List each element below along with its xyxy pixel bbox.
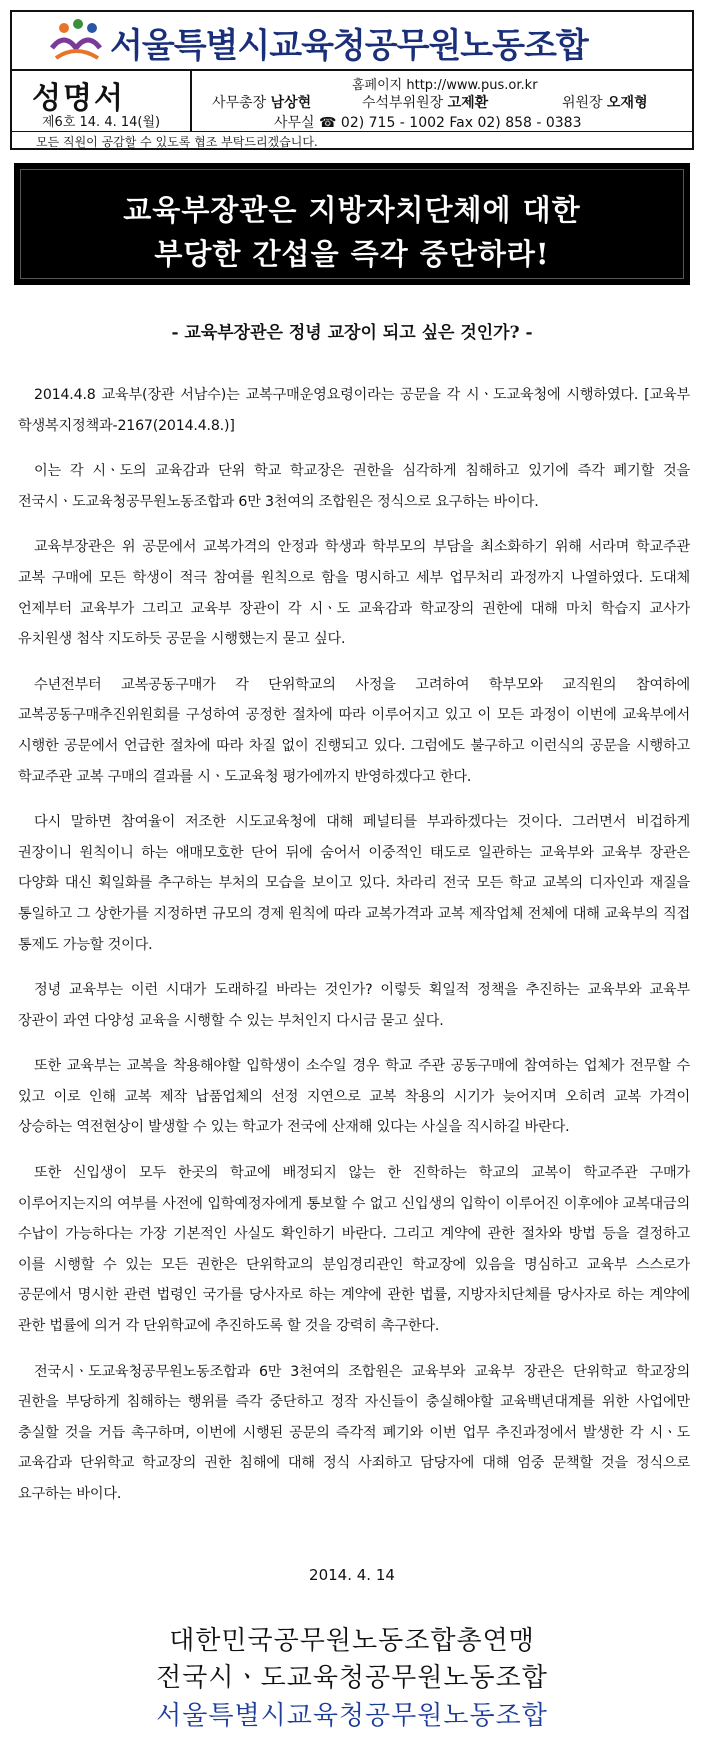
- paragraph: 전국시ㆍ도교육청공무원노동조합과 6만 3천여의 조합원은 교육부와 교육부 장관은 단위학교 학교장의 권한을 부당하게 침해하는 행위를 즉각 중단하고 정작 자신들이 충실해야할 교육백년대계를 위한 사업에만 충실할 것을 거듭 촉구하며, 이번에 시행된 공문의 즉각적 폐기와 이번 업무 추진과정에서 발생한 각 시ㆍ도 교육감과 단위학교 학교장의 권한 침해에 대해 정식 사죄하고 담당자에 대해 엄중 문책할 것을 정식으로 요구하는 바이다.: [18, 1363, 690, 1502]
- letterhead: [10, 10, 694, 150]
- paragraph: 다시 말하면 참여율이 저조한 시도교육청에 대해 페널티를 부과하겠다는 것이다. 그러면서 비겁하게 권장이니 원칙이니 하는 애매모호한 단어 뒤에 숨어서 이중적인 태도로 일관하는 교육부와 교육부 장관은 다양화 대신 획일화를 추구하는 부처의 모습을 보이고 있다. 차라리 전국 모든 학교 교복의 디자인과 재질을 통일하고 그 상한가를 지정하면 규모의 경제 원칙에 따라 교복가격과 교복 제작업체 전체에 대해 교육부의 직접 통제도 가능할 것이다.: [18, 814, 690, 953]
- officer-role: 수석부위원장: [362, 95, 444, 111]
- issue-info: 제6호 14. 4. 14(월): [42, 115, 161, 130]
- doc-type: 성명서: [32, 81, 125, 116]
- paragraph: 수년전부터 교복공동구매가 각 단위학교의 사정을 고려하여 학부모와 교직원의 참여하에 교복공동구매추진위원회를 구성하여 공정한 절차에 따라 이루어지고 있고 이 모든 과정이 이번에 교육부에서 시행한 공문에서 언급한 절차에 따라 차질 없이 진행되고 있다. 그럼에도 불구하고 이런식의 공문을 시행하고 학교주관 교복 구매의 결과를 시ㆍ도교육청 평가에까지 반영하겠다고 한다.: [18, 676, 690, 785]
- paragraph: 이는 각 시ㆍ도의 교육감과 단위 학교 학교장은 권한을 심각하게 침해하고 있기에 즉각 폐기할 것을 전국시ㆍ도교육청공무원노동조합과 6만 3천여의 조합원은 정식으로 요구하는 바이다.: [18, 463, 690, 510]
- homepage: 홈페이지 http://www.pus.or.kr: [352, 78, 538, 93]
- banner-frame: [20, 169, 684, 279]
- paragraph: 정녕 교육부는 이런 시대가 도래하길 바라는 것인가? 이렇듯 획일적 정책을 추진하는 교육부와 교육부 장관이 과연 다양성 교육을 시행할 수 있는 부처인지 다시금 묻고 싶다.: [18, 982, 690, 1029]
- statement-date: 2014. 4. 14: [309, 1566, 395, 1584]
- officers-row: [212, 92, 682, 112]
- signatory: 전국시ㆍ도교육청공무원노동조합: [156, 1663, 548, 1693]
- signatory: 서울특별시교육청공무원노동조합: [156, 1701, 548, 1731]
- officer-secretary: [212, 92, 311, 112]
- headline-line-2: 부당한 간섭을 즉각 중단하라!: [154, 237, 550, 271]
- divider: [12, 131, 692, 132]
- headline-line-1: 교육부장관은 지방자치단체에 대한: [123, 193, 581, 227]
- officer-name: 오재형: [607, 95, 648, 111]
- doc-type-box: [12, 71, 192, 131]
- paragraph: 교육부장관은 위 공문에서 교복가격의 안정과 학생과 학부모의 부담을 최소화하기 위해 서라며 학교주관 교복 구매에 모든 학생이 적극 참여를 원칙으로 함을 명시하고 세부 업무처리 과정까지 나열하였다. 도대체 언제부터 교육부가 그리고 교육부 장관이 각 시ㆍ도 교육감과 학교장의 권한에 대해 마치 학습지 교사가 유치원생 첨삭 지도하듯 공문을 시행했는지 묻고 싶다.: [18, 539, 690, 648]
- officer-role: 사무총장: [212, 95, 267, 111]
- subtitle: - 교육부장관은 정녕 교장이 되고 싶은 것인가? -: [171, 323, 533, 343]
- officer-name: 남상현: [270, 95, 312, 111]
- officer-name: 고제환: [447, 95, 489, 111]
- paragraph: 또한 신입생이 모두 한곳의 학교에 배정되지 않는 한 진학하는 학교의 교복이 학교주관 구매가 이루어지는지의 여부를 사전에 입학예정자에게 통보할 수 없고 신입생의 입학이 이루어진 이후에야 교복대금의 수납이 가능하다는 가장 기본적인 사실도 확인하기 바란다. 그리고 계약에 관한 절차와 방법 등을 결정하고 이를 시행할 수 있는 모든 권한은 단위학교의 분임경리관인 학교장에 있음을 명심하고 교육부 스스로가 공문에서 명시한 관련 법령인 국가를 당사자로 하는 계약에 관한 법률, 지방자치단체를 당사자로 하는 계약에 관한 법률에 의거 각 단위학교에 추진하도록 할 것을 강력히 촉구한다.: [18, 1165, 690, 1335]
- officer-role: 위원장: [562, 95, 603, 111]
- paragraph: 2014.4.8 교육부(장관 서남수)는 교복구매운영요령이라는 공문을 각 시ㆍ도교육청에 시행하였다. [교육부 학생복지정책과-2167(2014.4.8.)]: [18, 387, 690, 434]
- union-logo-icon: [48, 18, 104, 64]
- officer-chair: [562, 92, 648, 112]
- officer-vice-chair: [362, 92, 488, 112]
- motto: 모든 직원이 공감할 수 있도록 협조 부탁드리겠습니다.: [36, 135, 318, 149]
- statement-body: [18, 380, 690, 1525]
- paragraph: 또한 교육부는 교복을 착용해야할 입학생이 소수일 경우 학교 주관 공동구매에 참여하는 업체가 전무할 수 있고 이로 인해 교복 제작 납품업체의 선정 지연으로 교복 착용의 시기가 늦어지며 오히려 교복 가격이 상승하는 역전현상이 발생할 수 있는 학교가 전국에 산재해 있다는 사실을 직시하길 바란다.: [18, 1058, 690, 1136]
- office-contact: 사무실 ☎ 02) 715 - 1002 Fax 02) 858 - 0383: [274, 115, 582, 131]
- union-name: 서울특별시교육청공무원노동조합: [110, 26, 588, 66]
- headline-banner: [14, 163, 690, 285]
- signatory: 대한민국공무원노동조합총연맹: [169, 1626, 535, 1656]
